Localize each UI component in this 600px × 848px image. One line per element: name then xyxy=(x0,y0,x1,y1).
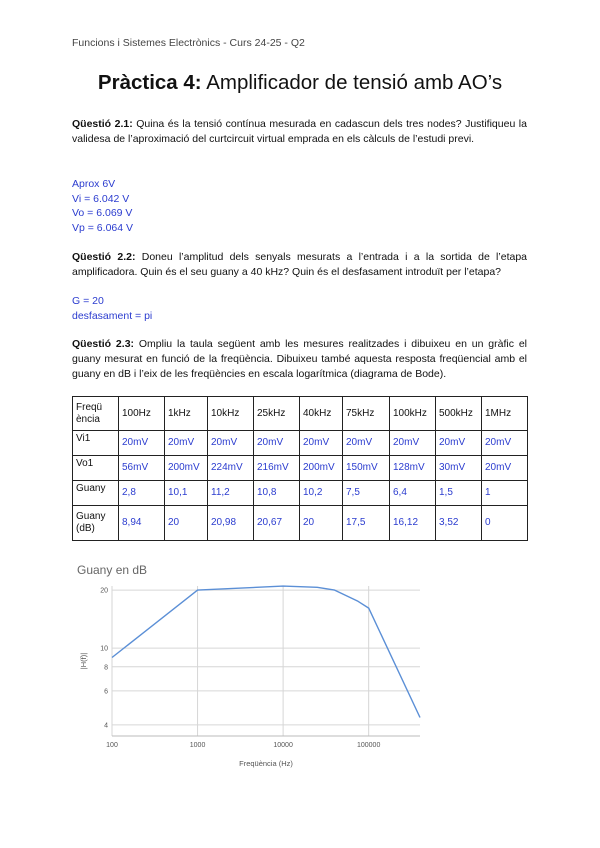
table-cell: 10,1 xyxy=(165,481,208,506)
table-cell: 20 xyxy=(165,506,208,541)
question-2-2-label: Qüestió 2.2: xyxy=(72,251,136,263)
y-axis-label: |H(f)| xyxy=(79,652,88,670)
title-rest: Amplificador de tensió amb AO’s xyxy=(201,71,503,94)
table-cell: 2,8 xyxy=(119,481,165,506)
table-cell: 7,5 xyxy=(343,481,390,506)
table-cell: 16,12 xyxy=(390,506,436,541)
table-cell: 200mV xyxy=(165,456,208,481)
table-cell: 200mV xyxy=(300,456,343,481)
table-header-cell: 40kHz xyxy=(300,397,343,431)
table-cell: 1 xyxy=(482,481,528,506)
question-2-3-text: Ompliu la taula següent amb les mesures realitzades i dibuixeu en un gràfic el guany mesurat en funció de la freqüència. Dibuixeu també aquesta resposta freqüencial amb el guany en dB i l’eix de les freqüències en escala logarítmica (diagrama de Bode). xyxy=(72,338,527,380)
table-cell: 20mV xyxy=(119,431,165,456)
table-cell: 30mV xyxy=(436,456,482,481)
table-cell: 20mV xyxy=(390,431,436,456)
table-cell: 20mV xyxy=(343,431,390,456)
row-label: Vo1 xyxy=(73,456,119,481)
gain-db-series-line xyxy=(112,586,420,717)
table-cell: 3,52 xyxy=(436,506,482,541)
table-cell: 6,4 xyxy=(390,481,436,506)
y-tick-label: 8 xyxy=(104,664,108,672)
table-cell: 10,8 xyxy=(254,481,300,506)
table-cell: 20mV xyxy=(165,431,208,456)
x-axis-label: Freqüència (Hz) xyxy=(239,759,293,768)
answer-line: G = 20 xyxy=(72,295,104,307)
table-header-cell: 100kHz xyxy=(390,397,436,431)
table-cell: 20mV xyxy=(208,431,254,456)
table-cell: 20 xyxy=(300,506,343,541)
row-label: Guany (dB) xyxy=(73,506,119,541)
row-label: Vi1 xyxy=(73,431,119,456)
table-cell: 56mV xyxy=(119,456,165,481)
title-bold: Pràctica 4: xyxy=(97,71,202,94)
x-tick-label: 100000 xyxy=(356,742,381,749)
question-2-1-text: Quina és la tensió contínua mesurada en cadascun dels tres nodes? Justifiqueu la validesa de l’aproximació del curtcircuit virtual emprada en els càlculs de l’estudi previ. xyxy=(72,118,527,145)
series-layer xyxy=(112,586,420,717)
y-tick-label: 4 xyxy=(104,722,108,730)
y-tick-label: 20 xyxy=(100,587,108,595)
table-cell: 0 xyxy=(482,506,528,541)
table-header-cell: Freqü ència xyxy=(73,397,119,431)
table-header-cell: 100Hz xyxy=(119,397,165,431)
y-tick-label: 10 xyxy=(100,645,108,653)
answer-line: Vo = 6.069 V xyxy=(72,207,133,219)
question-2-2-text: Doneu l’amplitud dels senyals mesurats a l’entrada i a la sortida de l’etapa amplificadora. Quin és el seu guany a 40 kHz? Quin és el desfasament introduït per l’etapa? xyxy=(72,251,527,278)
page-header: Funcions i Sistemes Electrònics - Curs 24-25 - Q2 xyxy=(72,37,305,49)
x-tick-label: 1000 xyxy=(189,742,206,749)
table-cell: 20mV xyxy=(482,456,528,481)
table-cell: 128mV xyxy=(390,456,436,481)
answer-line: Aprox 6V xyxy=(72,178,116,190)
answer-line: Vp = 6.064 V xyxy=(72,221,134,234)
question-2-3-label: Qüestió 2.3: xyxy=(72,338,135,350)
table-header-cell: 500kHz xyxy=(436,397,482,431)
table-cell: 20mV xyxy=(436,431,482,456)
y-tick-label: 6 xyxy=(104,688,108,696)
question-2-1-label: Qüestió 2.1: xyxy=(72,118,133,130)
table-cell: 150mV xyxy=(343,456,390,481)
grid-layer xyxy=(112,586,420,736)
table-header-cell: 25kHz xyxy=(254,397,300,431)
table-cell: 11,2 xyxy=(208,481,254,506)
table-cell: 20mV xyxy=(254,431,300,456)
answer-line: desfasament = pi xyxy=(72,309,153,322)
table-cell: 8,94 xyxy=(119,506,165,541)
table-cell: 20,98 xyxy=(208,506,254,541)
answer-line: Vi = 6.042 V xyxy=(72,192,130,205)
table-header-cell: 1kHz xyxy=(165,397,208,431)
table-cell: 216mV xyxy=(254,456,300,481)
table-cell: 20,67 xyxy=(254,506,300,541)
table-cell: 20mV xyxy=(482,431,528,456)
table-cell: 17,5 xyxy=(343,506,390,541)
table-header-cell: 10kHz xyxy=(208,397,254,431)
table-cell: 224mV xyxy=(208,456,254,481)
table-cell: 10,2 xyxy=(300,481,343,506)
row-label: Guany xyxy=(73,481,119,506)
chart-title: Guany en dB xyxy=(77,563,148,577)
x-tick-label: 10000 xyxy=(273,742,293,749)
table-cell: 1,5 xyxy=(436,481,482,506)
x-tick-label: 100 xyxy=(106,742,118,749)
table-header-cell: 1MHz xyxy=(482,397,528,431)
table-cell: 20mV xyxy=(300,431,343,456)
table-header-cell: 75kHz xyxy=(343,397,390,431)
